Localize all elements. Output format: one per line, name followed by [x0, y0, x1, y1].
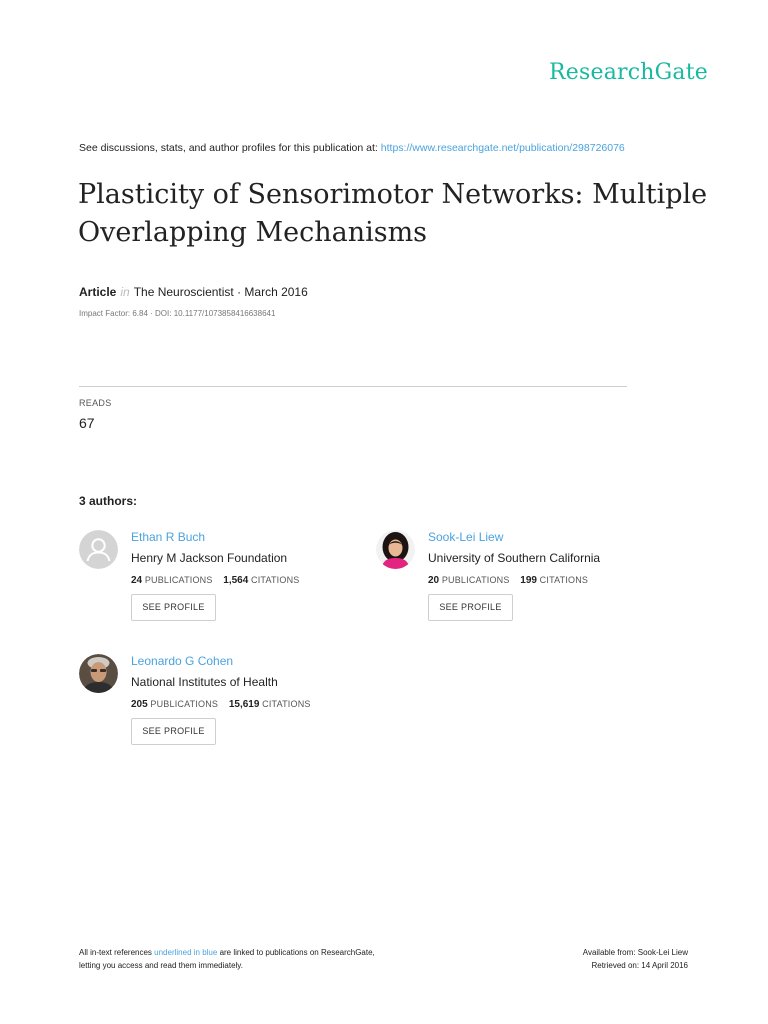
publications-count: 24	[131, 575, 143, 586]
author-name-link[interactable]: Leonardo G Cohen	[131, 654, 234, 668]
publications-label: PUBLICATIONS	[441, 575, 510, 585]
publications-count: 205	[131, 699, 148, 710]
reads-count: 67	[79, 415, 95, 431]
retrieved-on: Retrieved on: 14 April 2016	[591, 961, 688, 970]
author-card	[376, 530, 676, 635]
citations-count: 15,619	[228, 699, 260, 710]
publication-url-link[interactable]: https://www.researchgate.net/publication/298726076	[380, 142, 625, 154]
publications-label: PUBLICATIONS	[150, 699, 219, 709]
in-word: in	[120, 285, 130, 299]
discussion-text: See discussions, stats, and author profiles for this publication at:	[79, 142, 378, 154]
publication-identifiers: Impact Factor: 6.84 · DOI: 10.1177/1073858416638641	[79, 309, 276, 318]
discussion-line	[79, 142, 625, 154]
researchgate-logo[interactable]: ResearchGate	[549, 60, 708, 85]
reads-label: READS	[79, 398, 112, 408]
citations-label: CITATIONS	[251, 575, 300, 585]
footer-suffix: are linked to publications on ResearchGate,	[219, 948, 375, 957]
footer-note	[79, 946, 375, 972]
author-institution: National Institutes of Health	[131, 675, 278, 689]
publication-type: Article	[79, 285, 117, 299]
author-stats	[428, 575, 588, 586]
default-user-icon[interactable]	[79, 530, 118, 569]
author-photo[interactable]	[376, 530, 415, 569]
publications-label: PUBLICATIONS	[144, 575, 213, 585]
author-card	[79, 654, 379, 759]
publications-count: 20	[428, 575, 440, 586]
divider	[79, 386, 627, 387]
publication-meta	[79, 285, 308, 299]
citations-label: CITATIONS	[539, 575, 589, 585]
journal-date: The Neuroscientist · March 2016	[133, 285, 308, 299]
citations-count: 1,564	[223, 575, 249, 586]
footer-link[interactable]: underlined in blue	[154, 948, 218, 957]
author-institution: Henry M Jackson Foundation	[131, 551, 288, 565]
author-stats	[131, 575, 299, 586]
citations-count: 199	[520, 575, 537, 586]
see-profile-button[interactable]: SEE PROFILE	[131, 594, 216, 621]
available-from: Available from: Sook-Lei Liew	[582, 948, 688, 957]
see-profile-button[interactable]: SEE PROFILE	[428, 594, 513, 621]
see-profile-button[interactable]: SEE PROFILE	[131, 718, 216, 745]
citations-label: CITATIONS	[262, 699, 311, 709]
author-name-link[interactable]: Ethan R Buch	[131, 530, 206, 544]
author-stats	[131, 699, 311, 710]
footer-line2: letting you access and read them immediately.	[79, 961, 243, 970]
authors-heading: 3 authors:	[79, 494, 138, 508]
footer-prefix: All in-text references	[79, 948, 152, 957]
author-photo[interactable]	[79, 654, 118, 693]
author-name-link[interactable]: Sook-Lei Liew	[428, 530, 504, 544]
publication-title: Plasticity of Sensorimotor Networks: Multiple Overlapping Mechanisms	[78, 179, 708, 248]
footer-availability	[583, 946, 688, 972]
author-card	[79, 530, 379, 635]
author-institution: University of Southern California	[428, 551, 601, 565]
